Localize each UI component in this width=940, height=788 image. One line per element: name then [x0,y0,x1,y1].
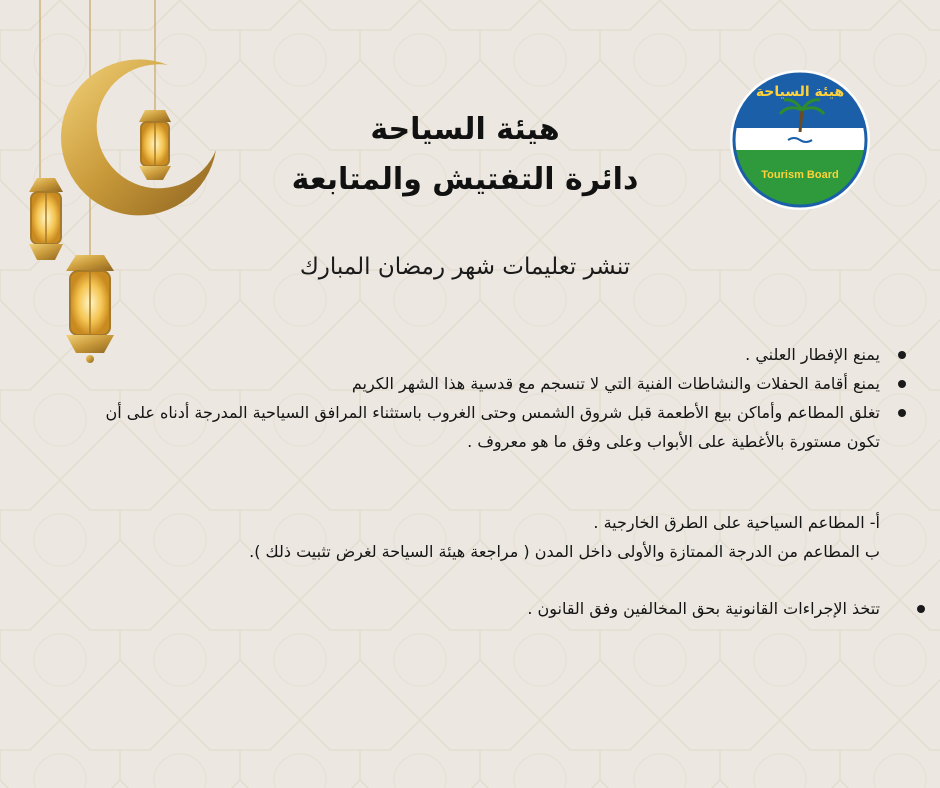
announcement-subtitle: تنشر تعليمات شهر رمضان المبارك [299,254,631,280]
lantern-icon [139,110,171,180]
instruction-item: تتخذ الإجراءات القانونية بحق المخالفين وفق القانون . [90,594,880,623]
instruction-item: تغلق المطاعم وأماكن بيع الأطعمة قبل شروق الشمس وحتى الغروب باستثناء المرافق السياحية المدرجة أدناه على أن تكون مستورة بالأغطية على الأبواب وعلى وفق ما هو معروف . [90,398,880,456]
page-title: هيئة السياحة [370,112,560,147]
ramadan-decoration [0,0,260,370]
lantern-icon [29,178,63,260]
instruction-item: يمنع الإفطار العلني . [90,340,880,369]
logo-english-name: Tourism Board [761,169,839,181]
instruction-item: يمنع أقامة الحفلات والنشاطات الفنية التي لا تنسجم مع قدسية هذا الشهر الكريم [90,369,880,398]
department-title: دائرة التفتيش والمتابعة [291,162,639,197]
final-instruction-list [90,594,925,623]
logo-arabic-name: هيئة السياحة [755,84,845,100]
tourism-board-logo [720,70,880,210]
exception-b: ب المطاعم من الدرجة الممتازة والأولى داخل المدن ( مراجعة هيئة السياحة لغرض تثبيت ذلك ). [249,542,880,561]
instruction-list [90,340,906,456]
exception-a: أ- المطاعم السياحية على الطرق الخارجية . [593,513,880,532]
crescent-moon-icon [61,59,216,215]
